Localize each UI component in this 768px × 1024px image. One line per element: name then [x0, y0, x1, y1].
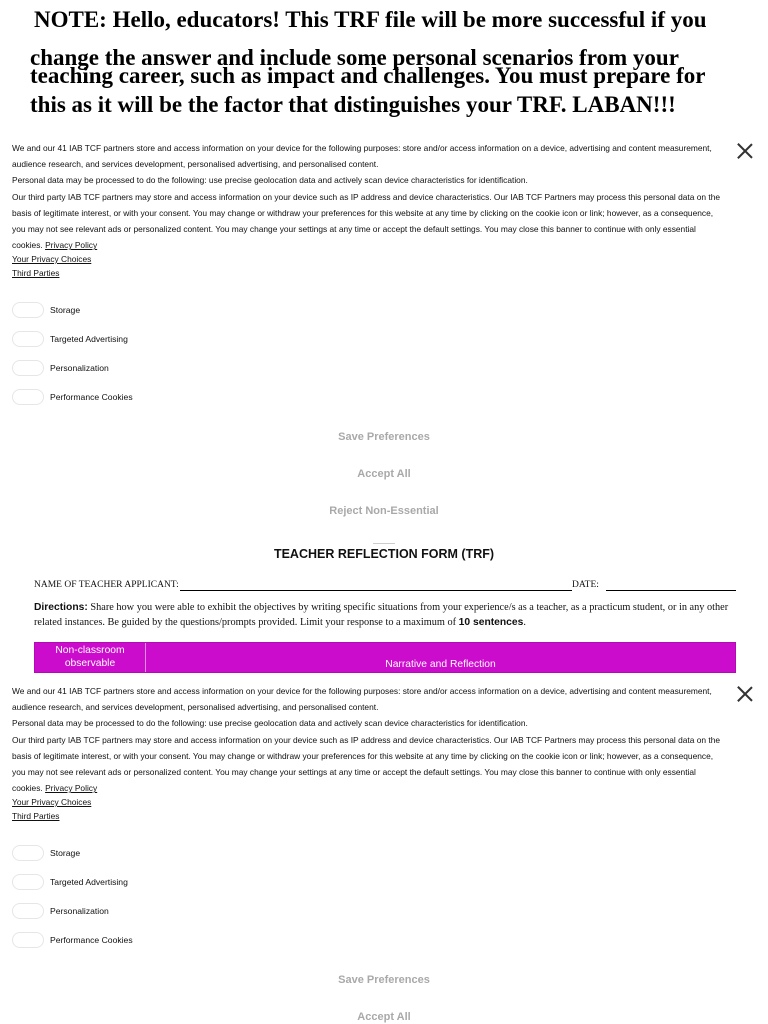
consent-paragraph-3-text: Our third party IAB TCF partners may store and access information on your device such as IP address and device characteristics. Our IAB TCF Partners may process this personal data on the basis of legitimate interest, or with your consent. You may change or withdraw your preferences for this website at any time by clicking on the cookie icon or link; however, as a consequence, you may not see relevant ads or personalized content. You may change your settings at any time or accept the default settings. You may close this banner to continue with only essential cookies.: [12, 191, 721, 251]
page-mark: [373, 543, 395, 544]
note-line-1: NOTE: Hello, educators! This TRF file will be more successful if you: [34, 7, 707, 32]
cookie-consent-banner: [0, 683, 768, 1024]
directions: [34, 600, 738, 630]
table-header: [34, 642, 736, 673]
consent-paragraph-2: Personal data may be processed to do the following: use precise geolocation data and actively scan device characteristics for identification.: [12, 718, 528, 729]
directions-limit: 10 sentences: [458, 617, 524, 628]
note-line-2: change the answer and include some personal scenarios from your: [30, 45, 679, 70]
toggle-label: Targeted Advertising: [50, 876, 128, 887]
consent-paragraph-2: Personal data may be processed to do the following: use precise geolocation data and actively scan device characteristics for identification.: [12, 175, 528, 186]
privacy-policy-link[interactable]: Privacy Policy: [45, 783, 98, 794]
reject-non-essential-button[interactable]: Reject Non-Essential: [329, 505, 439, 517]
close-icon[interactable]: [736, 685, 754, 703]
directions-end: .: [523, 617, 526, 628]
editor-note: [0, 0, 768, 128]
storage-toggle[interactable]: [12, 302, 44, 318]
consent-paragraph-3: [12, 732, 724, 797]
date-label: DATE:: [572, 580, 599, 590]
toggle-label: Performance Cookies: [50, 391, 133, 402]
trf-document: [0, 540, 768, 683]
consent-paragraph-1: We and our 41 IAB TCF partners store and access information on your device for the following purposes: store and/or access information on a device, advertising and content measurement, audience research, and services development, personalised advertising, and personalised content.: [12, 143, 712, 170]
accept-all-button[interactable]: Accept All: [357, 468, 411, 480]
consent-toggles: [12, 838, 133, 954]
storage-toggle[interactable]: [12, 845, 44, 861]
consent-text: [12, 683, 724, 796]
toggle-label: Personalization: [50, 362, 109, 373]
date-line[interactable]: [606, 590, 736, 591]
save-preferences-button[interactable]: Save Preferences: [338, 431, 430, 443]
your-privacy-choices-link[interactable]: Your Privacy Choices: [12, 254, 92, 264]
accept-all-button[interactable]: Accept All: [357, 1011, 411, 1023]
name-label: NAME OF TEACHER APPLICANT:: [34, 580, 179, 590]
toggle-row-personalization: [12, 896, 133, 925]
privacy-policy-link[interactable]: Privacy Policy: [45, 240, 98, 251]
save-preferences-button[interactable]: Save Preferences: [338, 974, 430, 986]
column-narrative-reflection: Narrative and Reflection: [385, 659, 496, 670]
consent-paragraph-3: [12, 189, 724, 254]
personalization-toggle[interactable]: [12, 903, 44, 919]
performance-cookies-toggle[interactable]: [12, 389, 44, 405]
performance-cookies-toggle[interactable]: [12, 932, 44, 948]
targeted-advertising-toggle[interactable]: [12, 331, 44, 347]
toggle-row-personalization: [12, 353, 133, 382]
toggle-row-performance-cookies: [12, 925, 133, 954]
cookie-consent-banner: [0, 140, 768, 540]
column-non-classroom-observable: Non-classroom observable: [35, 643, 146, 672]
close-icon[interactable]: [736, 142, 754, 160]
note-line-4: this as it will be the factor that distinguishes your TRF. LABAN!!!: [30, 92, 676, 117]
directions-text: Share how you were able to exhibit the objectives by writing specific situations from your experience/s as a teacher, as a practicum student, or in any other related instances. Be guided by the questions/prompts provided. Limit your response to a maximum of: [34, 602, 729, 628]
toggle-label: Storage: [50, 847, 81, 858]
toggle-row-storage: [12, 838, 133, 867]
toggle-label: Targeted Advertising: [50, 333, 128, 344]
directions-label: Directions:: [34, 602, 88, 613]
consent-paragraph-3-text: Our third party IAB TCF partners may store and access information on your device such as IP address and device characteristics. Our IAB TCF Partners may process this personal data on the basis of legitimate interest, or with your consent. You may change or withdraw your preferences for this website at any time by clicking on the cookie icon or link; however, as a consequence, you may not see relevant ads or personalized content. You may change your settings at any time or accept the default settings. You may close this banner to continue with only essential cookies.: [12, 734, 721, 794]
third-parties-link[interactable]: Third Parties: [12, 268, 60, 278]
toggle-label: Personalization: [50, 905, 109, 916]
consent-links: [12, 795, 91, 823]
toggle-row-targeted-advertising: [12, 324, 133, 353]
name-line[interactable]: [180, 590, 572, 591]
consent-paragraph-1: We and our 41 IAB TCF partners store and access information on your device for the following purposes: store and/or access information on a device, advertising and content measurement, audience research, and services development, personalised advertising, and personalised content.: [12, 686, 712, 713]
toggle-row-targeted-advertising: [12, 867, 133, 896]
toggle-row-storage: [12, 295, 133, 324]
toggle-label: Performance Cookies: [50, 934, 133, 945]
personalization-toggle[interactable]: [12, 360, 44, 376]
consent-toggles: [12, 295, 133, 411]
your-privacy-choices-link[interactable]: Your Privacy Choices: [12, 797, 92, 807]
toggle-label: Storage: [50, 304, 81, 315]
consent-links: [12, 252, 91, 280]
toggle-row-performance-cookies: [12, 382, 133, 411]
note-line-3: teaching career, such as impact and challenges. You must prepare for: [30, 63, 706, 88]
third-parties-link[interactable]: Third Parties: [12, 811, 60, 821]
form-title: TEACHER REFLECTION FORM (TRF): [273, 547, 495, 561]
targeted-advertising-toggle[interactable]: [12, 874, 44, 890]
consent-text: [12, 140, 724, 253]
